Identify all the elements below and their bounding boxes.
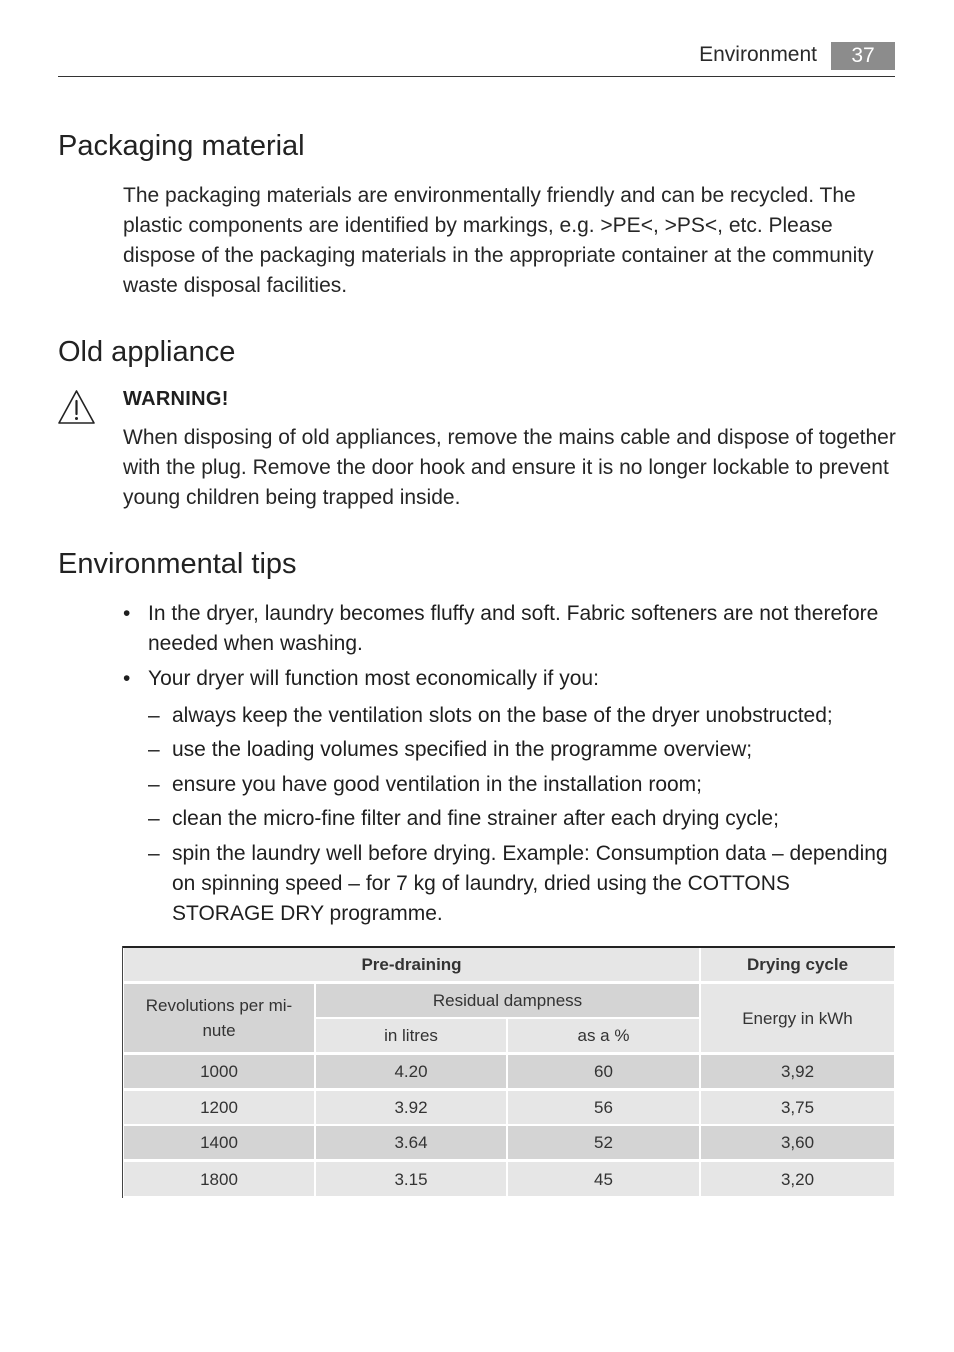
bullet-icon: • bbox=[123, 667, 131, 690]
packaging-title: Packaging material bbox=[58, 130, 305, 162]
header-section-title: Environment bbox=[699, 43, 817, 66]
warning-text: When disposing of old appliances, remove the mains cable and dispose of together with the plug. Remove the door hook and ensure it is no longer lockable to prevent young children being trapped inside. bbox=[123, 426, 896, 509]
column-percent: as a % bbox=[508, 1019, 699, 1052]
bullet-icon: • bbox=[123, 602, 131, 625]
column-residual-dampness: Residual dampness bbox=[316, 984, 699, 1017]
environmental-tips-title: Environmental tips bbox=[58, 548, 297, 580]
column-energy: Energy in kWh bbox=[701, 984, 894, 1052]
dash-icon: – bbox=[148, 773, 160, 796]
column-litres: in litres bbox=[316, 1019, 506, 1052]
warning-icon bbox=[57, 389, 96, 425]
dash-icon: – bbox=[148, 842, 160, 865]
dash-icon: – bbox=[148, 738, 160, 761]
warning-title: WARNING! bbox=[123, 388, 229, 410]
consumption-table: Pre-draining Drying cycle Revolutions per mi-nute Residual dampness in litres as a % Energy in kWh 1000 4.20 60 3,92 1200 3.92 56 3,75 1400 3.64 52 3,60 1800 3.15 45 3,20 bbox=[122, 946, 895, 1198]
header-drying-cycle: Drying cycle bbox=[701, 948, 894, 981]
header-pre-draining: Pre-draining bbox=[124, 948, 699, 981]
old-appliance-title: Old appliance bbox=[58, 336, 236, 368]
dash-icon: – bbox=[148, 704, 160, 727]
page-number: 37 bbox=[831, 42, 895, 70]
page-header bbox=[58, 40, 895, 77]
column-rpm: Revolutions per mi-nute bbox=[124, 984, 314, 1052]
dash-icon: – bbox=[148, 807, 160, 830]
packaging-text: The packaging materials are environmentally friendly and can be recycled. The plastic components are identified by markings, e.g. >PE<, >PS<, etc. Please dispose of the packaging materials in the appropriate container at the community waste disposal facilities. bbox=[123, 184, 874, 297]
table-left-border bbox=[122, 946, 123, 1198]
